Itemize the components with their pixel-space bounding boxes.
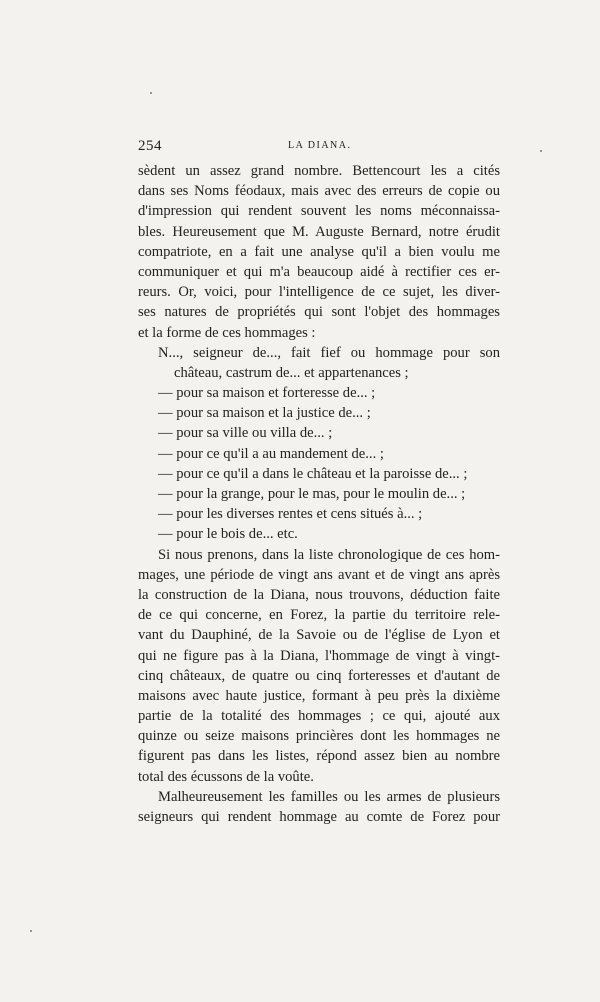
text-line: de ce qui concerne, en Forez, la partie du territoire rele- bbox=[138, 607, 500, 624]
page-number: 254 bbox=[138, 138, 162, 154]
text-line: dans ses Noms féodaux, mais avec des erreurs de copie ou bbox=[138, 183, 500, 200]
text-line: N..., seigneur de..., fait fief ou hommage pour son bbox=[158, 344, 500, 361]
list-item: — pour la grange, pour le mas, pour le moulin de... ; bbox=[158, 486, 466, 502]
list-item: — pour les diverses rentes et cens situés à... ; bbox=[158, 506, 423, 523]
list-item: — pour sa ville ou villa de... ; bbox=[158, 425, 333, 442]
list-item: — pour sa maison et forteresse de... ; bbox=[158, 385, 376, 402]
paper-speck bbox=[540, 150, 542, 152]
text-line: maisons avec haute justice, formant à peu près la dixième bbox=[138, 687, 500, 704]
text-line: ses natures de propriétés qui sont l'objet des hommages bbox=[138, 304, 500, 321]
text-line: et la forme de ces hommages : bbox=[138, 324, 316, 341]
body-text bbox=[138, 161, 500, 827]
text-line: la construction de la Diana, nous trouvons, déduction faite bbox=[138, 586, 500, 603]
text-line: qui ne figure pas à la Diana, l'hommage de vingt à vingt- bbox=[138, 647, 500, 664]
paper-speck bbox=[30, 930, 32, 932]
list-item: — pour sa maison et la justice de... ; bbox=[158, 405, 371, 422]
text-line: compatriote, en a fait une analyse qu'il a bien voulu me bbox=[138, 243, 500, 260]
text-line: seigneurs qui rendent hommage au comte de Forez pour bbox=[138, 809, 500, 825]
text-line: quinze ou seize maisons princières dont les hommages ne bbox=[138, 728, 500, 745]
text-line: partie de la totalité des hommages ; ce qui, ajouté aux bbox=[138, 708, 500, 725]
list-item: — pour ce qu'il a au mandement de... ; bbox=[158, 445, 384, 462]
text-line: mages, une période de vingt ans avant et de vingt ans après bbox=[138, 566, 500, 583]
text-line: cinq châteaux, de quatre ou cinq forteresses et d'autant de bbox=[138, 667, 500, 684]
text-line: bles. Heureusement que M. Auguste Bernard, notre érudit bbox=[138, 223, 500, 240]
text-line: Malheureusement les familles ou les armes de plusieurs bbox=[158, 788, 500, 805]
list-item: — pour ce qu'il a dans le château et la paroisse de... ; bbox=[158, 465, 468, 482]
list-item: — pour le bois de... etc. bbox=[158, 526, 298, 543]
text-line: Si nous prenons, dans la liste chronologique de ces hom- bbox=[158, 546, 500, 563]
text-line: vant du Dauphiné, de la Savoie ou de l'église de Lyon et bbox=[138, 627, 500, 644]
text-line: communiquer et qui m'a beaucoup aidé à rectifier ces er- bbox=[138, 263, 500, 280]
text-line: figurent pas dans les listes, répond assez bien au nombre bbox=[138, 748, 500, 765]
text-line: reurs. Or, voici, pour l'intelligence de ce sujet, les diver- bbox=[138, 284, 500, 301]
page-header bbox=[138, 138, 500, 158]
text-line: d'impression qui rendent souvent les noms méconnaissa- bbox=[138, 203, 500, 220]
paper-speck bbox=[150, 92, 152, 94]
text-line: sèdent un assez grand nombre. Bettencourt les a cités bbox=[138, 163, 500, 179]
text-line: total des écussons de la voûte. bbox=[138, 768, 314, 785]
text-line: château, castrum de... et appartenances ; bbox=[174, 364, 409, 381]
running-head: LA DIANA. bbox=[288, 140, 352, 151]
